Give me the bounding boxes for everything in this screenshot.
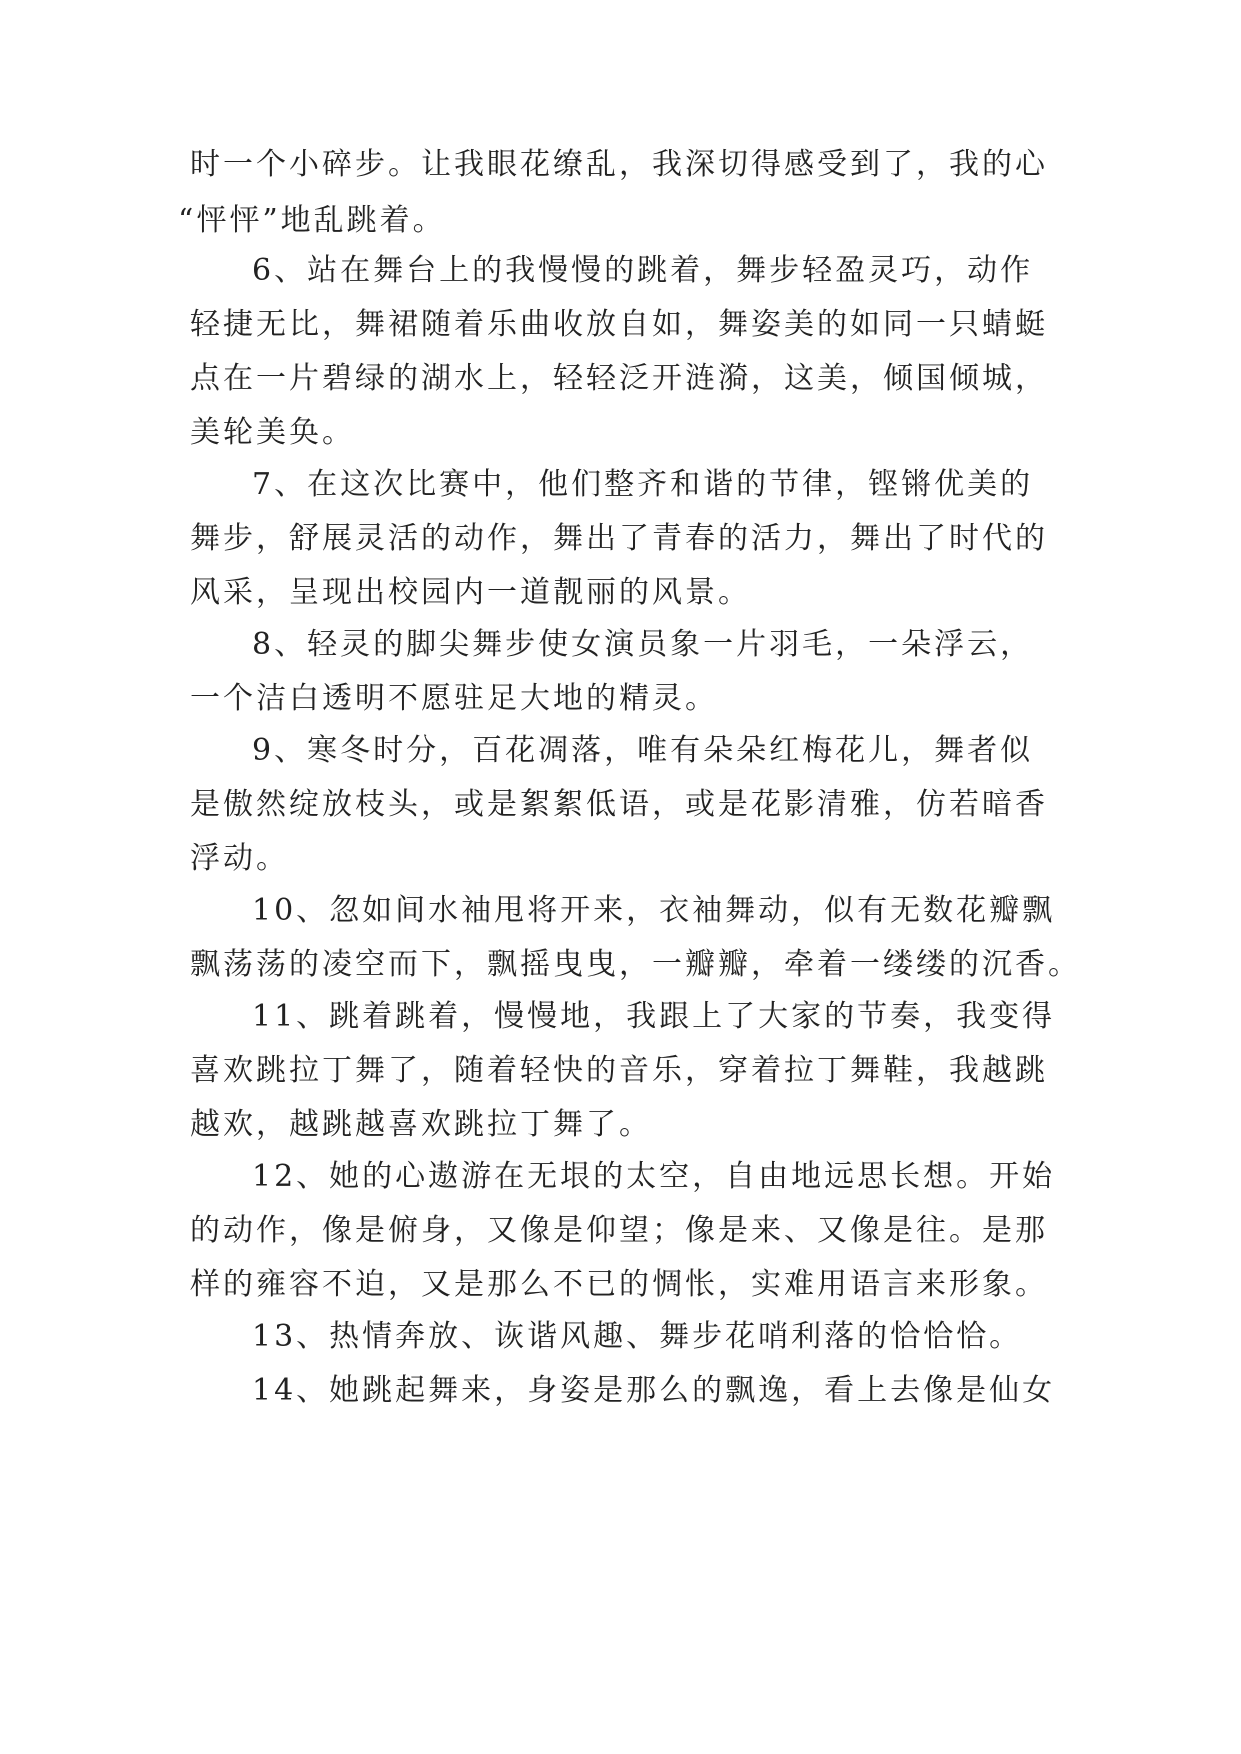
- paragraph-first-line: 9、寒冬时分，百花凋落，唯有朵朵红梅花儿，舞者似: [252, 733, 1034, 768]
- text-line: 一个洁白透明不愿驻足大地的精灵。: [190, 681, 718, 716]
- paragraph-first-line: 10、忽如间水袖甩将开来，衣袖舞动，似有无数花瓣飘: [252, 893, 1056, 928]
- text-line: 越欢，越跳越喜欢跳拉丁舞了。: [190, 1107, 652, 1142]
- text-line: 风采，呈现出校园内一道靓丽的风景。: [190, 575, 751, 610]
- text-line: 浮动。: [190, 841, 289, 876]
- paragraph-first-line: 7、在这次比赛中，他们整齐和谐的节律，铿锵优美的: [252, 467, 1034, 502]
- text-line: 是傲然绽放枝头，或是絮絮低语，或是花影清雅，仿若暗香: [190, 787, 1048, 822]
- text-line: 轻捷无比，舞裙随着乐曲收放自如，舞姿美的如同一只蜻蜓: [190, 307, 1048, 342]
- text-line: 舞步，舒展灵活的动作，舞出了青春的活力，舞出了时代的: [190, 521, 1048, 556]
- paragraph-first-line: 13、热情奔放、诙谐风趣、舞步花哨利落的恰恰恰。: [252, 1319, 1023, 1354]
- text-line: 喜欢跳拉丁舞了，随着轻快的音乐，穿着拉丁舞鞋，我越跳: [190, 1053, 1048, 1088]
- text-line: 美轮美奂。: [190, 415, 355, 450]
- text-line: 样的雍容不迫，又是那么不已的惆怅，实难用语言来形象。: [190, 1267, 1048, 1302]
- paragraph-first-line: 14、她跳起舞来，身姿是那么的飘逸，看上去像是仙女: [252, 1373, 1056, 1408]
- text-line: 飘荡荡的凌空而下，飘摇曳曳，一瓣瓣，牵着一缕缕的沉香。: [190, 947, 1081, 982]
- paragraph-first-line: 8、轻灵的脚尖舞步使女演员象一片羽毛，一朵浮云，: [252, 627, 1034, 662]
- paragraph-first-line: 6、站在舞台上的我慢慢的跳着，舞步轻盈灵巧，动作: [252, 253, 1034, 288]
- paragraph-first-line: 12、她的心遨游在无垠的太空，自由地远思长想。开始: [252, 1159, 1056, 1194]
- text-line: 时一个小碎步。让我眼花缭乱，我深切得感受到了，我的心: [190, 147, 1048, 182]
- text-line: 点在一片碧绿的湖水上，轻轻泛开涟漪，这美，倾国倾城，: [190, 361, 1048, 396]
- paragraph-first-line: 11、跳着跳着，慢慢地，我跟上了大家的节奏，我变得: [252, 999, 1056, 1034]
- text-line: “怦怦”地乱跳着。: [178, 203, 446, 238]
- text-line: 的动作，像是俯身，又像是仰望；像是来、又像是往。是那: [190, 1213, 1048, 1248]
